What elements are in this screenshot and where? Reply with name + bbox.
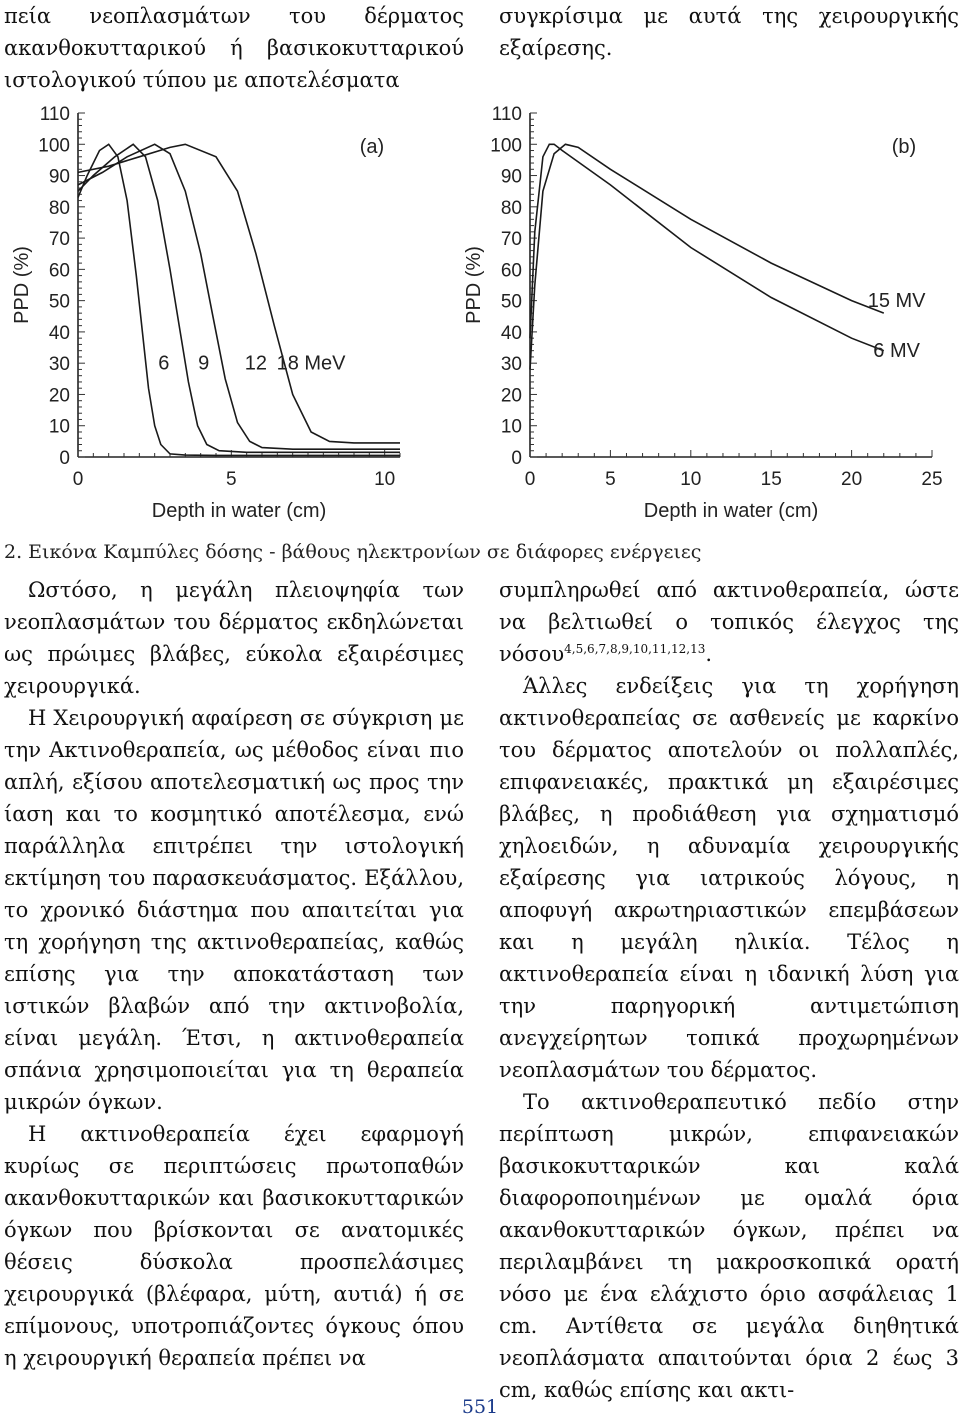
left-column: [4, 574, 464, 1374]
y-tick-label: 0: [511, 448, 522, 469]
paragraph: Το ακτινοθεραπευτικό πεδίο στην περίπτωση μικρών, επιφανειακών βασικοκυτταρικών και καλά διαφοροποιημένων με ομαλά όρια ακανθοκυτταρικών όγκων, πρέπει να περιλαμβάνει τη μακροσκοπικά ορατή νόσο με ένα ελάχιστο όριο ασφάλειας 1 cm. Αντίθετα σε μεγάλα διηθητικά νεοπλάσματα απαιτούνται όρια 2 έως 3 cm, καθώς επίσης και ακτι-: [499, 1090, 959, 1402]
paragraph-end: .: [705, 642, 713, 666]
paragraph: Ωστόσο, η μεγάλη πλειοψηφία των νεοπλασμάτων του δέρματος εκδηλώνεται ως πρώιμες βλάβες, εύκολα εξαιρέσιμες χειρουργικά.: [4, 578, 464, 698]
paragraph: Άλλες ενδείξεις για τη χορήγηση ακτινοθεραπείας σε ασθενείς με καρκίνο του δέρματος αποτελούν οι πολλαπλές, επιφανειακές, πρακτικά μη εξαιρέσιμες βλάβες, η προδιάθεση για σχηματισμό χηλοειδών, η αδυναμία χειρουργικής εξαίρεσης για ιατρικούς λόγους, η αποφυγή ακρωτηριαστικών επεμβάσεων και η μεγάλη ηλικία. Τέλος η ακτινοθεραπεία είναι η ιδανική λύση για την παρηγορική αντιμετώπιση ανεγχείρητων τοπικά προχωρημένων νεοπλασμάτων του δέρματος.: [499, 674, 959, 1082]
paragraph-text: συμπληρωθεί από ακτινοθεραπεία, ώστε να βελτιωθεί ο τοπικός έλεγχος της νόσου: [499, 578, 959, 666]
x-tick-label: 15: [760, 469, 782, 490]
figure-panel-a: [0, 95, 450, 529]
series-label: 15 MV: [867, 289, 926, 312]
y-tick-label: 80: [500, 197, 522, 219]
y-tick-label: 30: [500, 354, 522, 376]
y-tick-label: 40: [48, 322, 70, 344]
y-tick-label: 110: [39, 104, 70, 125]
top-left-text: [4, 0, 464, 96]
series-line-0: [78, 144, 400, 455]
y-axis-label: PPD (%): [11, 246, 33, 324]
y-tick-label: 90: [500, 166, 522, 188]
figure-panel-b: [455, 95, 955, 529]
x-tick-label: 0: [524, 469, 536, 490]
y-axis-label: PPD (%): [463, 246, 485, 324]
y-tick-label: 110: [491, 104, 522, 125]
chart-b-svg: [455, 95, 955, 525]
y-tick-label: 100: [38, 135, 70, 157]
y-tick-label: 70: [48, 229, 70, 251]
y-tick-label: 50: [48, 291, 70, 313]
y-tick-label: 30: [48, 354, 70, 376]
paragraph: [499, 574, 959, 670]
series-label: 6: [158, 352, 170, 375]
y-tick-label: 80: [48, 197, 70, 219]
figure-caption: 2. Εικόνα Καμπύλες δόσης - βάθους ηλεκτρονίων σε διάφορες ενέργειες: [4, 541, 702, 563]
paragraph: συγκρίσιμα με αυτά της χειρουργικής εξαίρεσης.: [499, 4, 959, 60]
paragraph: Η ακτινοθεραπεία έχει εφαρμογή κυρίως σε περιπτώσεις πρωτοπαθών ακανθοκυτταρικών και βασικοκυτταρικών όγκων που βρίσκονται σε ανατομικές θέσεις δύσκολα προσπελάσιμες χειρουργικά (βλέφαρα, μύτη, αυτιά) ή σε επίμονους, υποτροπιάζοντες όγκους όπου η χειρουργική θεραπεία πρέπει να: [4, 1122, 464, 1370]
y-tick-label: 100: [490, 135, 522, 157]
page-number: 551: [461, 1396, 499, 1418]
x-tick-label: 5: [605, 469, 616, 490]
series-line-1: [78, 144, 400, 452]
panel-label: (b): [891, 136, 917, 158]
x-tick-label: 5: [226, 469, 237, 490]
y-tick-label: 60: [48, 260, 70, 282]
paragraph: Η Χειρουργική αφαίρεση σε σύγκριση με την Ακτινοθεραπεία, ως μέθοδος είναι πιο απλή, εξίσου αποτελεσματική ως προς την ίαση και το κοσμητικό αποτέλεσμα, ενώ παράλληλα επιτρέπει την ιστολογική εκτίμηση του παρασκευάσματος. Εξάλλου, το χρονικό διάστημα που απαιτείται για τη χορήγηση της ακτινοθεραπείας, καθώς επίσης για την αποκατάσταση των ιστικών βλαβών από την ακτινοβολία, είναι μεγάλη. Έτσι, η ακτινοθεραπεία σπάνια χρησιμοποιείται για τη θεραπεία μικρών όγκων.: [4, 706, 464, 1114]
y-tick-label: 20: [48, 385, 70, 407]
y-tick-label: 0: [59, 448, 70, 469]
x-tick-label: 10: [374, 469, 396, 490]
x-tick-label: 20: [841, 469, 863, 490]
y-tick-label: 10: [48, 416, 70, 438]
x-axis-label: Depth in water (cm): [151, 500, 327, 522]
series-line-1: [530, 144, 884, 350]
y-tick-label: 90: [48, 166, 70, 188]
series-label: 12: [244, 352, 267, 375]
x-tick-label: 10: [680, 469, 702, 490]
x-tick-label: 0: [72, 469, 84, 490]
series-label: 6 MV: [873, 339, 920, 362]
x-tick-label: 25: [921, 469, 943, 490]
paragraph: πεία νεοπλασμάτων του δέρματος ακανθοκυτταρικού ή βασικοκυτταρικού ιστολογικού τύπου με αποτελέσματα: [4, 4, 464, 92]
y-tick-label: 20: [500, 385, 522, 407]
y-tick-label: 10: [500, 416, 522, 438]
chart-a-svg: [0, 95, 450, 525]
panel-label: (a): [359, 136, 385, 158]
series-line-3: [78, 144, 400, 443]
series-label: 9: [198, 352, 210, 375]
x-axis-label: Depth in water (cm): [643, 500, 819, 522]
y-tick-label: 60: [500, 260, 522, 282]
series-label: 18 MeV: [276, 352, 346, 375]
y-tick-label: 70: [500, 229, 522, 251]
top-right-text: [499, 0, 959, 64]
citation-numbers: 4,5,6,7,8,9,10,11,12,13: [564, 642, 706, 656]
series-line-2: [78, 144, 400, 449]
y-tick-label: 40: [500, 322, 522, 344]
right-column: [499, 574, 959, 1406]
y-tick-label: 50: [500, 291, 522, 313]
